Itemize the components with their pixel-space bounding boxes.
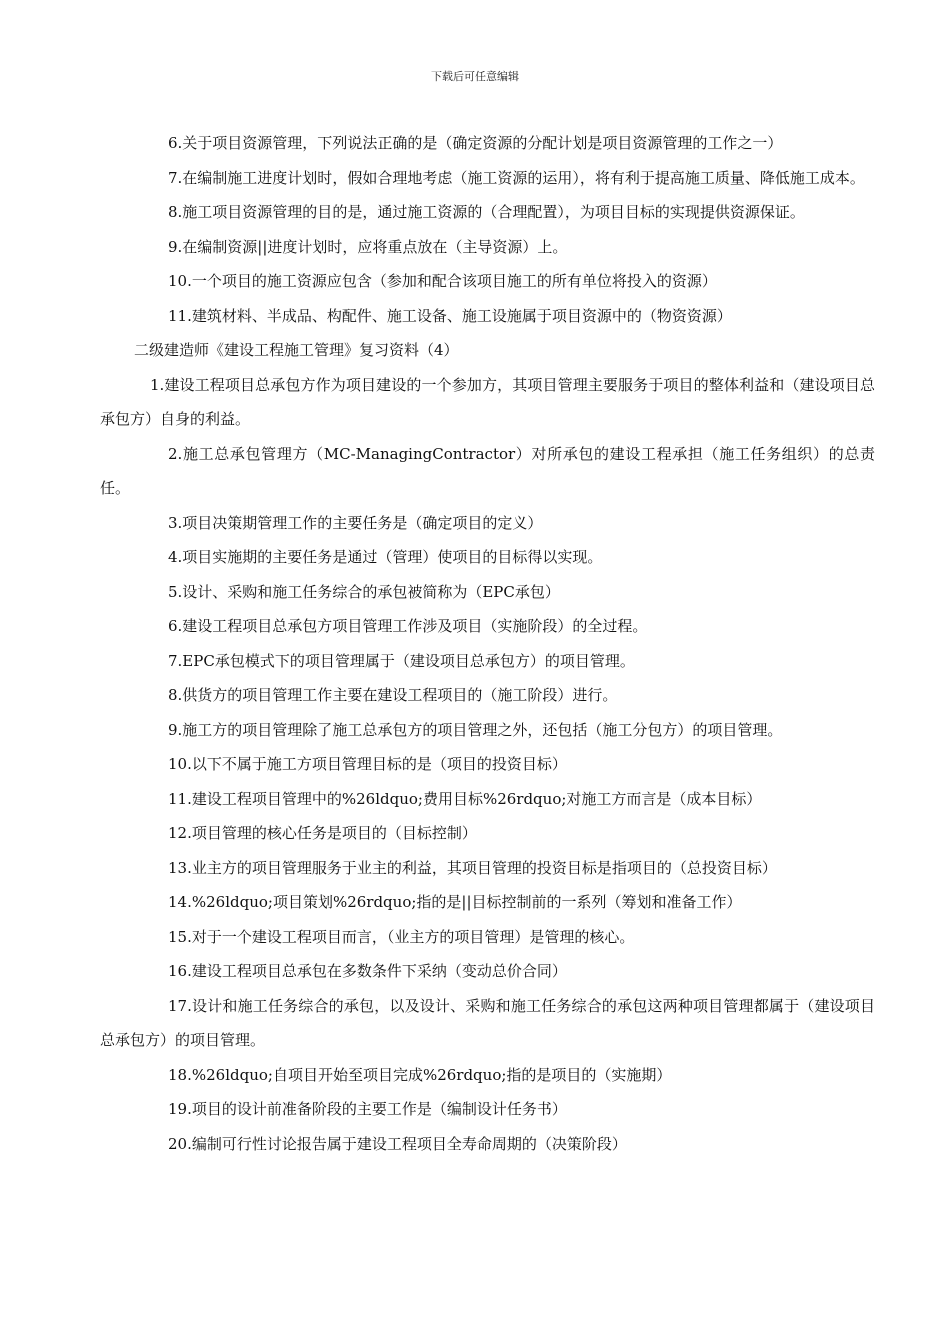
paragraph: 10.以下不属于施工方项目管理目标的是（项目的投资目标）: [168, 755, 567, 773]
paragraph: 11.建筑材料、半成品、构配件、施工设备、施工设施属于项目资源中的（物资资源）: [168, 306, 732, 325]
paragraph: 11.建设工程项目管理中的%26ldquo;费用目标%26rdquo;对施工方而言是（成本目标）: [168, 789, 762, 808]
section-heading: 二级建造师《建设工程施工管理》复习资料（4）: [134, 341, 459, 359]
paragraph: 13.业主方的项目管理服务于业主的利益，其项目管理的投资目标是指项目的（总投资目标）: [168, 858, 777, 877]
paragraph: 8.供货方的项目管理工作主要在建设工程项目的（施工阶段）进行。: [168, 686, 618, 704]
page-header: 下载后可任意编辑: [431, 70, 519, 83]
paragraph: 5.设计、采购和施工任务综合的承包被简称为（EPC承包）: [168, 582, 560, 601]
paragraph: 6.关于项目资源管理，下列说法正确的是（确定资源的分配计划是项目资源管理的工作之一）: [168, 134, 783, 152]
paragraph: 1.建设工程项目总承包方作为项目建设的一个参加方，其项目管理主要服务于项目的整体利益和（建设项目总承包方）自身的利益。: [100, 375, 875, 428]
paragraph: 9.施工方的项目管理除了施工总承包方的项目管理之外，还包括（施工分包方）的项目管理。: [168, 720, 783, 739]
paragraph: 16.建设工程项目总承包在多数条件下采纳（变动总价合同）: [168, 962, 567, 980]
paragraph: 3.项目决策期管理工作的主要任务是（确定项目的定义）: [168, 513, 543, 532]
paragraph: 15.对于一个建设工程项目而言，（业主方的项目管理）是管理的核心。: [168, 927, 635, 946]
paragraph: 10.一个项目的施工资源应包含（参加和配合该项目施工的所有单位将投入的资源）: [168, 272, 717, 290]
paragraph: 6.建设工程项目总承包方项目管理工作涉及项目（实施阶段）的全过程。: [168, 617, 648, 635]
paragraph: 14.%26ldquo;项目策划%26rdquo;指的是||目标控制前的一系列（筹划和准备工作）: [168, 893, 742, 911]
paragraph: 8.施工项目资源管理的目的是，通过施工资源的（合理配置），为项目目标的实现提供资源保证。: [168, 203, 805, 221]
paragraph: 2.施工总承包管理方（MC-ManagingContractor）对所承包的建设工程承担（施工任务组织）的总责任。: [100, 444, 875, 497]
paragraph: 12.项目管理的核心任务是项目的（目标控制）: [168, 824, 477, 842]
paragraph: 4.项目实施期的主要任务是通过（管理）使项目的目标得以实现。: [168, 548, 603, 566]
paragraph: 19.项目的设计前准备阶段的主要工作是（编制设计任务书）: [168, 1100, 567, 1118]
paragraph: 7.在编制施工进度计划时，假如合理地考虑（施工资源的运用），将有利于提高施工质量、降低施工成本。: [168, 168, 865, 187]
paragraph: 17.设计和施工任务综合的承包，以及设计、采购和施工任务综合的承包这两种项目管理都属于（建设项目总承包方）的项目管理。: [100, 996, 875, 1049]
paragraph: 20.编制可行性讨论报告属于建设工程项目全寿命周期的（决策阶段）: [168, 1134, 627, 1153]
paragraph: 9.在编制资源||进度计划时，应将重点放在（主导资源）上。: [168, 237, 568, 256]
paragraph: 7.EPC承包模式下的项目管理属于（建设项目总承包方）的项目管理。: [168, 651, 635, 670]
document-body: [100, 126, 875, 1161]
paragraph: 18.%26ldquo;自项目开始至项目完成%26rdquo;指的是项目的（实施期）: [168, 1065, 672, 1084]
